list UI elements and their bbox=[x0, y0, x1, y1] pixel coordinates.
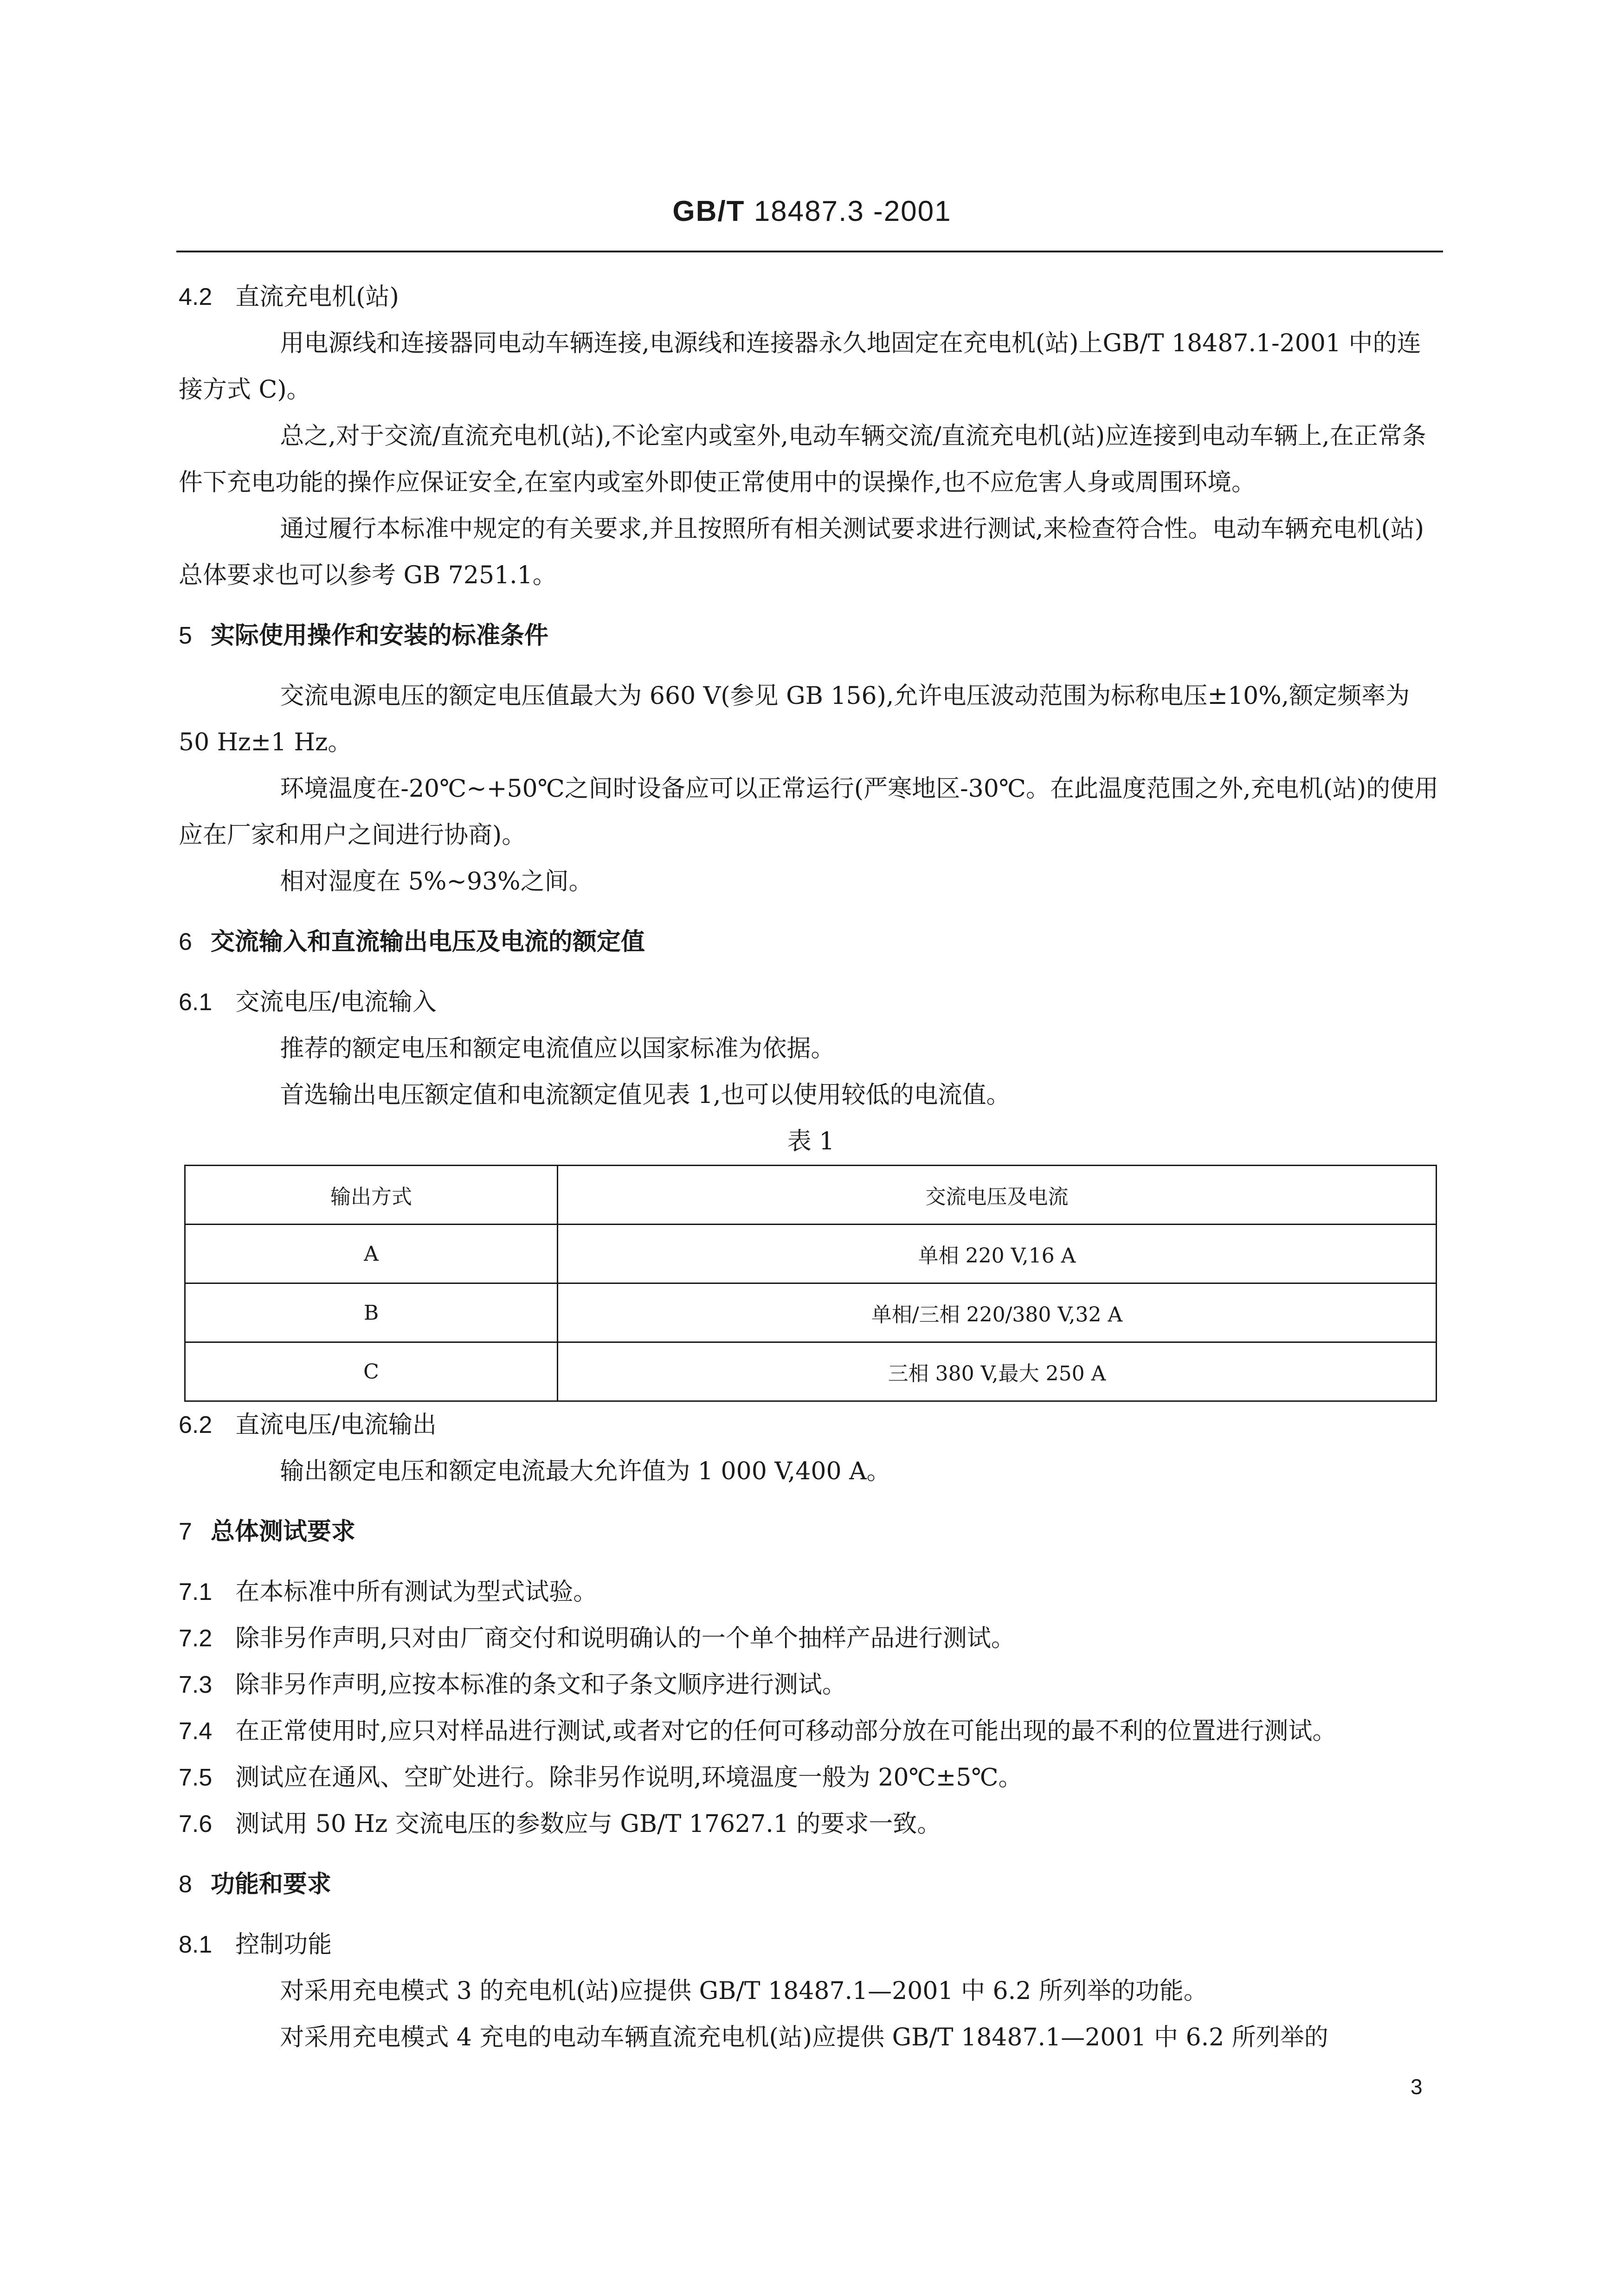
section-title: 交流输入和直流输出电压及电流的额定值 bbox=[210, 928, 645, 956]
section-text: 在正常使用时,应只对样品进行测试,或者对它的任何可移动部分放在可能出现的最不利的位置进行测试。 bbox=[235, 1717, 1337, 1745]
section-6-heading bbox=[179, 919, 1443, 965]
section-number: 7.4 bbox=[179, 1718, 213, 1745]
table-row bbox=[185, 1283, 1437, 1342]
section-6-2-paragraph-1: 输出额定电压和额定电流最大允许值为 1 000 V,400 A。 bbox=[280, 1457, 891, 1485]
section-number: 6 bbox=[179, 928, 192, 955]
section-8-heading bbox=[179, 1861, 1443, 1908]
section-title: 实际使用操作和安装的标准条件 bbox=[210, 621, 548, 650]
table-cell: 单相/三相 220/380 V,32 A bbox=[558, 1283, 1437, 1342]
section-7-heading bbox=[179, 1509, 1443, 1555]
table-row bbox=[185, 1342, 1437, 1401]
section-number: 6.1 bbox=[179, 989, 213, 1016]
section-number: 8.1 bbox=[179, 1931, 213, 1958]
table-cell: C bbox=[185, 1342, 558, 1401]
section-number: 7 bbox=[179, 1518, 192, 1545]
section-8-1-paragraph-1: 对采用充电模式 3 的充电机(站)应提供 GB/T 18487.1—2001 中 6.2 所列举的功能。 bbox=[280, 1977, 1208, 2005]
section-4-2-paragraph-1: 用电源线和连接器同电动车辆连接,电源线和连接器永久地固定在充电机(站)上GB/T 18487.1-2001 中的连接方式 C)。 bbox=[179, 329, 1421, 404]
table-row bbox=[185, 1225, 1437, 1283]
section-8-1-heading bbox=[179, 1921, 1443, 1968]
standard-header bbox=[0, 195, 1624, 228]
section-7-2 bbox=[179, 1615, 1443, 1662]
section-7-4 bbox=[179, 1708, 1443, 1754]
standard-number: 18487.3 -2001 bbox=[754, 195, 952, 227]
section-title: 交流电压/电流输入 bbox=[235, 988, 437, 1016]
section-7-3 bbox=[179, 1662, 1443, 1708]
section-number: 7.6 bbox=[179, 1811, 213, 1838]
section-8-1-paragraph-2: 对采用充电模式 4 充电的电动车辆直流充电机(站)应提供 GB/T 18487.1—2001 中 6.2 所列举的 bbox=[280, 2024, 1328, 2051]
section-4-2-paragraph-2: 总之,对于交流/直流充电机(站),不论室内或室外,电动车辆交流/直流充电机(站)应连接到电动车辆上,在正常条件下充电功能的操作应保证安全,在室内或室外即使正常使用中的误操作,也不应危害人身或周围环境。 bbox=[179, 422, 1426, 496]
section-6-1-heading bbox=[179, 979, 1443, 1025]
section-6-2-heading bbox=[179, 1402, 1443, 1448]
section-number: 7.3 bbox=[179, 1671, 213, 1698]
section-number: 5 bbox=[179, 622, 192, 649]
table-1 bbox=[184, 1165, 1437, 1402]
section-number: 8 bbox=[179, 1871, 192, 1898]
page-number: 3 bbox=[1411, 2075, 1423, 2099]
section-number: 7.5 bbox=[179, 1764, 213, 1791]
section-5-paragraph-3: 相对湿度在 5%~93%之间。 bbox=[280, 868, 593, 896]
table-cell: A bbox=[185, 1225, 558, 1283]
section-text: 在本标准中所有测试为型式试验。 bbox=[235, 1578, 598, 1606]
page-body bbox=[179, 274, 1443, 2061]
section-7-6 bbox=[179, 1801, 1443, 1847]
section-7-5 bbox=[179, 1754, 1443, 1801]
section-title: 直流充电机(站) bbox=[235, 283, 399, 311]
section-7-1 bbox=[179, 1569, 1443, 1615]
section-5-paragraph-2: 环境温度在-20℃~+50℃之间时设备应可以正常运行(严寒地区-30℃。在此温度范围之外,充电机(站)的使用应在厂家和用户之间进行协商)。 bbox=[179, 775, 1439, 849]
section-4-2-paragraph-3: 通过履行本标准中规定的有关要求,并且按照所有相关测试要求进行测试,来检查符合性。电动车辆充电机(站)总体要求也可以参考 GB 7251.1。 bbox=[179, 515, 1424, 589]
section-text: 测试用 50 Hz 交流电压的参数应与 GB/T 17627.1 的要求一致。 bbox=[235, 1810, 941, 1838]
standard-code: GB/T bbox=[672, 195, 745, 227]
section-number: 4.2 bbox=[179, 284, 213, 310]
table-header-cell: 输出方式 bbox=[185, 1166, 558, 1225]
section-6-1-paragraph-1: 推荐的额定电压和额定电流值应以国家标准为依据。 bbox=[280, 1035, 835, 1063]
table-header-row bbox=[185, 1166, 1437, 1225]
section-text: 除非另作声明,应按本标准的条文和子条文顺序进行测试。 bbox=[235, 1671, 846, 1699]
section-4-2-heading bbox=[179, 274, 1443, 320]
section-title: 控制功能 bbox=[235, 1931, 332, 1959]
section-number: 7.2 bbox=[179, 1625, 213, 1652]
table-cell: 单相 220 V,16 A bbox=[558, 1225, 1437, 1283]
table-cell: 三相 380 V,最大 250 A bbox=[558, 1342, 1437, 1401]
section-title: 直流电压/电流输出 bbox=[235, 1411, 437, 1439]
table-header-cell: 交流电压及电流 bbox=[558, 1166, 1437, 1225]
table-cell: B bbox=[185, 1283, 558, 1342]
section-text: 除非另作声明,只对由厂商交付和说明确认的一个单个抽样产品进行测试。 bbox=[235, 1625, 1015, 1652]
table-caption: 表 1 bbox=[787, 1128, 835, 1155]
section-5-heading bbox=[179, 613, 1443, 659]
section-number: 6.2 bbox=[179, 1412, 213, 1438]
section-title: 功能和要求 bbox=[210, 1870, 331, 1898]
section-text: 测试应在通风、空旷处进行。除非另作说明,环境温度一般为 20℃±5℃。 bbox=[235, 1764, 1023, 1792]
section-5-paragraph-1: 交流电源电压的额定电压值最大为 660 V(参见 GB 156),允许电压波动范围为标称电压±10%,额定频率为 50 Hz±1 Hz。 bbox=[179, 682, 1410, 756]
section-6-1-paragraph-2: 首选输出电压额定值和电流额定值见表 1,也可以使用较低的电流值。 bbox=[280, 1081, 1011, 1109]
header-rule bbox=[176, 251, 1443, 252]
section-title: 总体测试要求 bbox=[210, 1517, 355, 1546]
section-number: 7.1 bbox=[179, 1579, 213, 1606]
